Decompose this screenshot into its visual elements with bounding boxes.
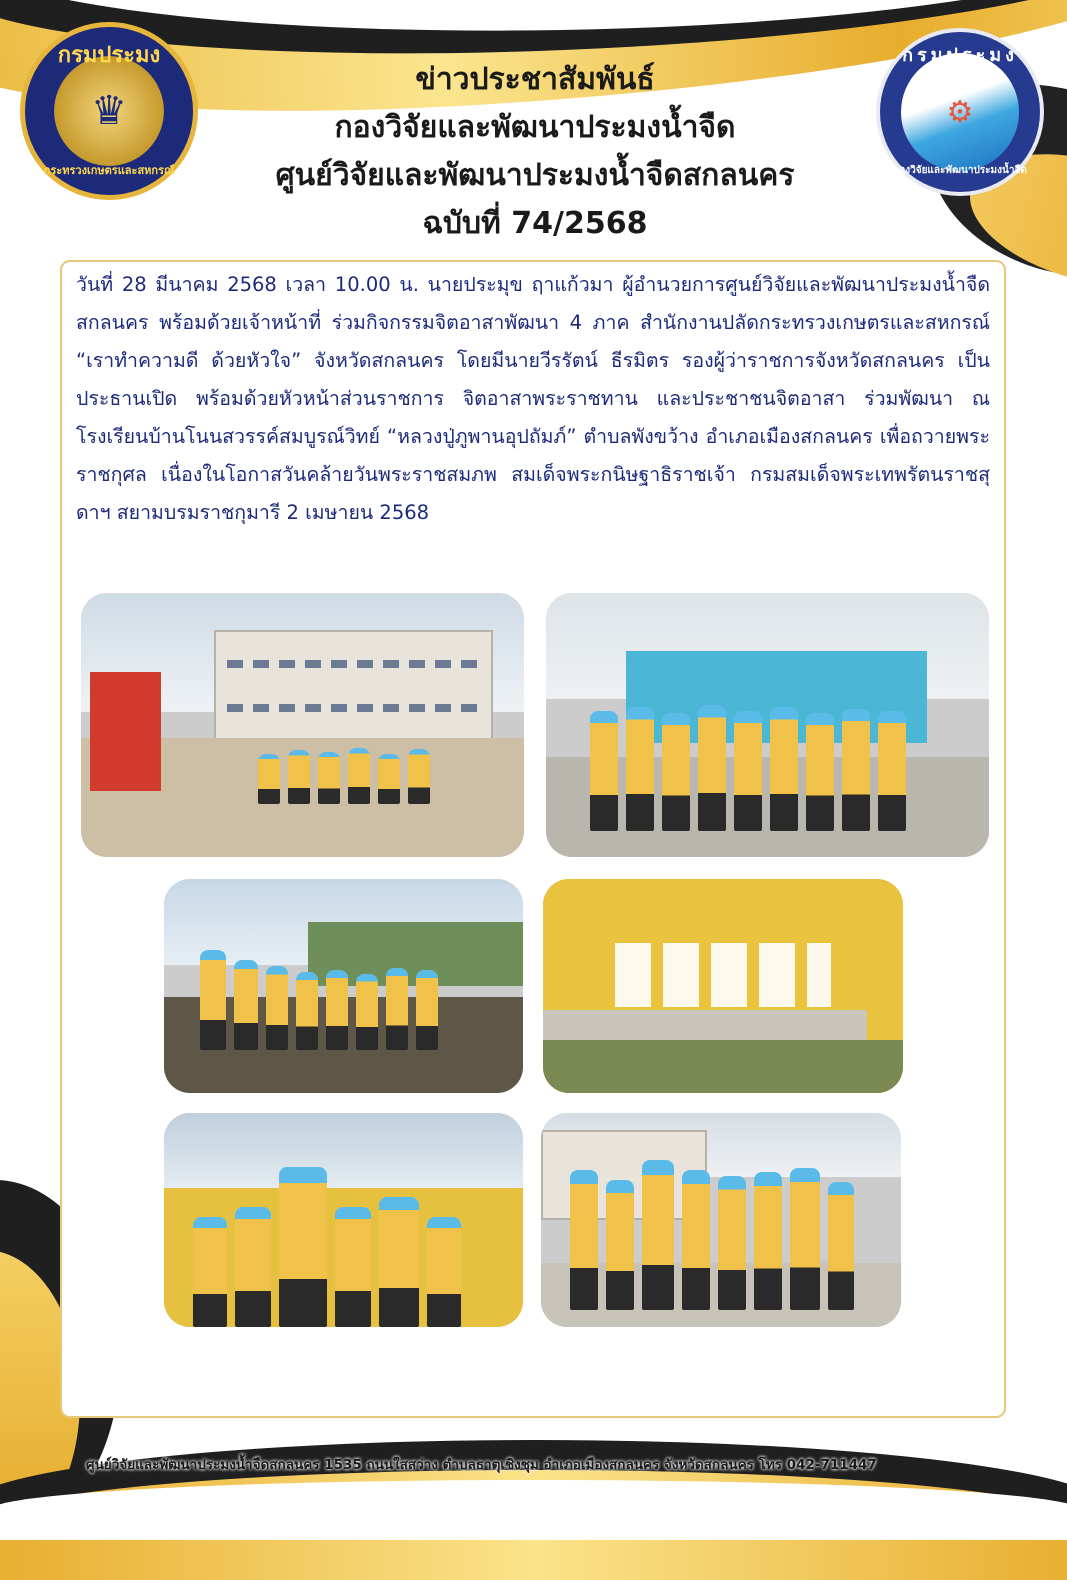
logo-right-top-text: กรมประมง bbox=[902, 45, 1018, 66]
header-center: ศูนย์วิจัยและพัฒนาประมงน้ำจืดสกลนคร bbox=[275, 158, 795, 193]
page-header bbox=[200, 56, 870, 248]
logo-left-top-text: กรมประมง bbox=[57, 43, 161, 68]
fish-gear-icon: ⚙ bbox=[901, 53, 1019, 171]
header-division: กองวิจัยและพัฒนาประมงน้ำจืด bbox=[334, 110, 736, 145]
photo-lineup bbox=[541, 1113, 901, 1327]
photo-ceremony-assembly bbox=[81, 593, 524, 857]
department-of-fisheries-seal-logo bbox=[20, 22, 198, 200]
photo-fish-release bbox=[543, 879, 903, 1093]
photo-planting bbox=[164, 879, 523, 1093]
photo-officials-front bbox=[164, 1113, 523, 1327]
logo-left-bottom-text: กระทรวงเกษตรและสหกรณ์ bbox=[43, 164, 175, 177]
freshwater-division-logo bbox=[876, 28, 1044, 196]
bottom-white-swoosh bbox=[0, 1480, 1067, 1540]
header-title: ข่าวประชาสัมพันธ์ bbox=[415, 62, 655, 97]
logo-right-bottom-text: กองวิจัยและพัฒนาประมงน้ำจืด bbox=[893, 165, 1027, 176]
footer-address: ศูนย์วิจัยและพัฒนาประมงน้ำจืดสกลนคร 1535 ถนนใสสว่าง ตำบลธาตุเชิงชุม อำเภอเมืองสกลนคร จังหวัดสกลนคร โทร 042-711447 bbox=[86, 1457, 877, 1473]
photo-group-stage bbox=[546, 593, 989, 857]
news-paragraph: วันที่ 28 มีนาคม 2568 เวลา 10.00 น. นายประมุข ฤาแก้วมา ผู้อำนวยการศูนย์วิจัยและพัฒนาประมงน้ำจืดสกลนคร พร้อมด้วยเจ้าหน้าที่ ร่วมกิจกรรมจิตอาสาพัฒนา 4 ภาค สำนักงานปลัดกระทรวงเกษตรและสหกรณ์ “เราทำความดี ด้วยหัวใจ” จังหวัดสกลนคร โดยมีนายวีรรัตน์ ธีรมิตร รองผู้ว่าราชการจังหวัดสกลนคร เป็นประธานเปิด พร้อมด้วยหัวหน้าส่วนราชการ จิตอาสาพระราชทาน และประชาชนจิตอาสา ร่วมพัฒนา ณ โรงเรียนบ้านโนนสวรรค์สมบูรณ์วิทย์ “หลวงปู่ภูพานอุปถัมภ์” ตำบลพังขว้าง อำเภอเมืองสกลนคร เพื่อถวายพระราชกุศล เนื่องในโอกาสวันคล้ายวันพระราชสมภพ สมเด็จพระกนิษฐาธิราชเจ้า กรมสมเด็จพระเทพรัตนราชสุดาฯ สยามบรมราชกุมารี 2 เมษายน 2568 bbox=[76, 273, 990, 524]
header-issue-number: ฉบับที่ 74/2568 bbox=[422, 206, 648, 241]
seal-emblem-icon: ♛ bbox=[54, 56, 164, 166]
